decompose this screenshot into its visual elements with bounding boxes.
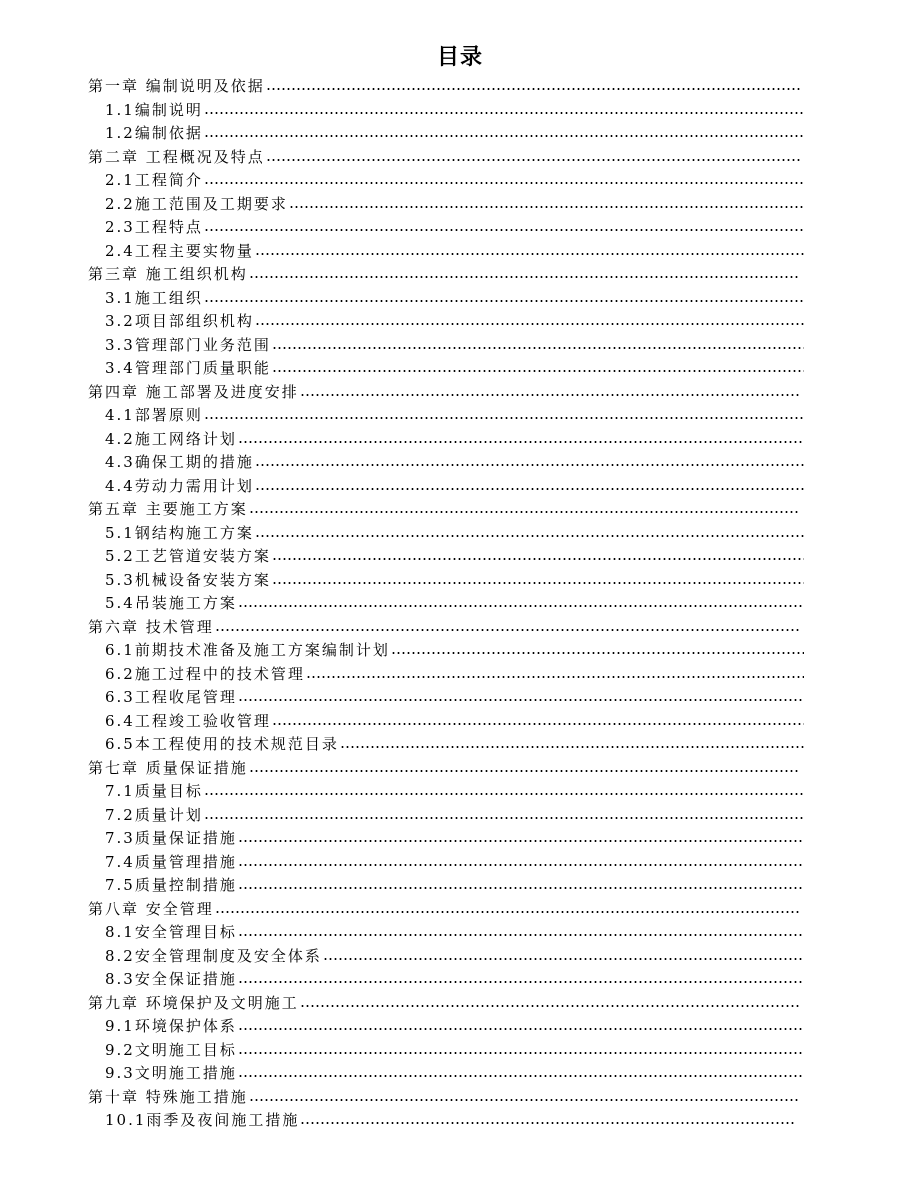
- toc-entry-label: 前期技术准备及施工方案编制计划: [134, 641, 390, 659]
- dot-leader: [340, 746, 804, 748]
- toc-section-entry[interactable]: [0, 287, 920, 311]
- toc-entry-label: 安全管理: [145, 899, 214, 918]
- toc-entry-label: 管理部门质量职能: [134, 359, 271, 377]
- dot-leader: [266, 88, 800, 90]
- toc-entry-label: 施工网络计划: [134, 429, 237, 448]
- toc-entry-text: [105, 193, 288, 217]
- toc-entry-label: 文明施工措施: [134, 1064, 237, 1082]
- toc-entry-number: 9.1: [105, 1017, 135, 1035]
- toc-entry-number: 第一章: [88, 77, 140, 95]
- dot-leader: [272, 558, 804, 560]
- toc-entry-number: 第七章: [88, 758, 140, 777]
- toc-section-entry[interactable]: [0, 169, 920, 193]
- toc-entry-text: [105, 1109, 299, 1133]
- toc-entry-label: 安全管理目标: [134, 923, 237, 941]
- toc-entry-label: 工程竣工验收管理: [134, 711, 271, 730]
- toc-chapter-entry[interactable]: [0, 263, 920, 287]
- toc-section-entry[interactable]: [0, 1039, 920, 1063]
- toc-entry-text: [105, 569, 271, 593]
- toc-entry-text: [105, 968, 237, 992]
- toc-entry-separator: [139, 77, 146, 95]
- toc-entry-label: 部署原则: [134, 406, 203, 424]
- toc-section-entry[interactable]: [0, 1109, 920, 1133]
- dot-leader: [255, 323, 804, 325]
- toc-entry-label: 施工过程中的技术管理: [134, 664, 305, 683]
- toc-chapter-entry[interactable]: [0, 898, 920, 922]
- dot-leader: [204, 229, 804, 231]
- toc-entry-text: [105, 945, 322, 969]
- toc-section-entry[interactable]: [0, 639, 920, 663]
- toc-section-entry[interactable]: [0, 921, 920, 945]
- toc-entry-label: 劳动力需用计划: [134, 476, 254, 495]
- toc-entry-text: [105, 428, 237, 452]
- toc-entry-label: 编制依据: [134, 124, 203, 142]
- toc-entry-label: 质量目标: [134, 782, 203, 800]
- toc-chapter-entry[interactable]: [0, 381, 920, 405]
- toc-entry-text: [88, 381, 299, 405]
- toc-entry-number: 第四章: [88, 382, 140, 401]
- toc-entry-number: 6.2: [105, 664, 135, 683]
- dot-leader: [255, 464, 804, 466]
- dot-leader: [204, 417, 804, 419]
- toc-section-entry[interactable]: [0, 592, 920, 616]
- toc-entry-number: 10.1: [105, 1111, 147, 1129]
- dot-leader: [238, 1075, 804, 1077]
- toc-entry-number: 1.2: [105, 124, 135, 142]
- toc-entry-number: 9.2: [105, 1040, 135, 1059]
- toc-chapter-entry[interactable]: [0, 75, 920, 99]
- toc-entry-text: [105, 804, 203, 828]
- toc-entry-label: 编制说明及依据: [145, 77, 265, 95]
- toc-entry-text: [105, 287, 203, 311]
- toc-entry-number: 6.5: [105, 735, 135, 753]
- toc-entry-label: 项目部组织机构: [134, 312, 254, 330]
- toc-section-entry[interactable]: [0, 945, 920, 969]
- toc-section-entry[interactable]: [0, 310, 920, 334]
- dot-leader: [204, 112, 804, 114]
- toc-entry-text: [105, 592, 237, 616]
- toc-section-entry[interactable]: [0, 569, 920, 593]
- toc-entry-text: [88, 992, 299, 1016]
- toc-section-entry[interactable]: [0, 874, 920, 898]
- dot-leader: [238, 887, 804, 889]
- toc-entry-text: [105, 780, 203, 804]
- toc-entry-number: 8.3: [105, 970, 135, 988]
- toc-entry-number: 7.1: [105, 782, 135, 800]
- toc-chapter-entry[interactable]: [0, 498, 920, 522]
- toc-entry-separator: [139, 500, 146, 518]
- toc-entry-text: [105, 357, 271, 381]
- toc-section-entry[interactable]: [0, 216, 920, 240]
- toc-entry-text: [105, 639, 390, 663]
- toc-entry-text: [105, 921, 237, 945]
- toc-entry-number: 6.4: [105, 711, 135, 730]
- dot-leader: [300, 394, 800, 396]
- toc-entry-number: 5.1: [105, 523, 135, 542]
- toc-entry-text: [105, 334, 271, 358]
- dot-leader: [255, 253, 804, 255]
- dot-leader: [306, 676, 804, 678]
- toc-entry-text: [105, 827, 237, 851]
- toc-entry-label: 确保工期的措施: [134, 453, 254, 471]
- toc-entry-number: 7.5: [105, 876, 135, 894]
- toc-entry-text: [105, 522, 254, 546]
- toc-entry-label: 技术管理: [145, 617, 214, 636]
- toc-entry-label: 环境保护体系: [134, 1017, 237, 1035]
- toc-entry-text: [88, 75, 265, 99]
- toc-section-entry[interactable]: [0, 968, 920, 992]
- toc-entry-text: [105, 475, 254, 499]
- dot-leader: [204, 793, 804, 795]
- toc-entry-number: 3.2: [105, 312, 135, 330]
- toc-entry-number: 4.2: [105, 429, 135, 448]
- toc-chapter-entry[interactable]: [0, 146, 920, 170]
- toc-entry-number: 第五章: [88, 500, 140, 518]
- toc-entry-separator: [139, 994, 146, 1012]
- toc-entry-number: 3.1: [105, 288, 135, 307]
- toc-entry-label: 质量控制措施: [134, 876, 237, 894]
- toc-entry-number: 5.4: [105, 594, 135, 612]
- toc-section-entry[interactable]: [0, 475, 920, 499]
- toc-entry-label: 工程概况及特点: [145, 147, 265, 166]
- toc-section-entry[interactable]: [0, 522, 920, 546]
- table-of-contents: [0, 75, 920, 1133]
- toc-entry-label: 工程特点: [134, 218, 203, 236]
- dot-leader: [238, 840, 804, 842]
- toc-entry-separator: [139, 1088, 146, 1106]
- toc-section-entry[interactable]: [0, 428, 920, 452]
- toc-chapter-entry[interactable]: [0, 757, 920, 781]
- toc-entry-text: [105, 874, 237, 898]
- toc-entry-label: 机械设备安装方案: [134, 570, 271, 589]
- toc-entry-number: 4.1: [105, 406, 135, 424]
- toc-section-entry[interactable]: [0, 240, 920, 264]
- toc-entry-number: 5.2: [105, 547, 135, 565]
- toc-entry-number: 8.2: [105, 946, 135, 965]
- toc-entry-number: 4.4: [105, 476, 135, 495]
- toc-entry-label: 本工程使用的技术规范目录: [134, 735, 339, 753]
- toc-entry-text: [105, 710, 271, 734]
- toc-entry-label: 环境保护及文明施工: [145, 993, 299, 1012]
- toc-entry-text: [105, 122, 203, 146]
- toc-section-entry[interactable]: [0, 1062, 920, 1086]
- toc-entry-number: 第三章: [88, 265, 140, 283]
- dot-leader: [238, 981, 804, 983]
- toc-section-entry[interactable]: [0, 780, 920, 804]
- toc-entry-separator: [139, 759, 146, 777]
- toc-entry-text: [88, 616, 214, 640]
- toc-entry-text: [105, 545, 271, 569]
- dot-leader: [249, 770, 800, 772]
- toc-entry-number: 9.3: [105, 1064, 135, 1082]
- page-title: 目录: [436, 45, 483, 70]
- dot-leader: [272, 370, 804, 372]
- toc-entry-label: 工程主要实物量: [134, 241, 254, 260]
- toc-entry-label: 主要施工方案: [145, 500, 248, 518]
- toc-entry-separator: [139, 900, 146, 918]
- toc-entry-number: 第六章: [88, 617, 140, 636]
- toc-section-entry[interactable]: [0, 334, 920, 358]
- dot-leader: [215, 911, 800, 913]
- toc-entry-text: [88, 757, 248, 781]
- toc-entry-number: 7.3: [105, 829, 135, 847]
- toc-entry-separator: [139, 618, 146, 636]
- dot-leader: [391, 652, 804, 654]
- toc-entry-separator: [139, 383, 146, 401]
- toc-entry-label: 安全管理制度及安全体系: [134, 946, 322, 965]
- toc-entry-number: 2.1: [105, 171, 135, 189]
- toc-section-entry[interactable]: [0, 99, 920, 123]
- toc-entry-text: [105, 240, 254, 264]
- toc-entry-text: [105, 216, 203, 240]
- toc-section-entry[interactable]: [0, 851, 920, 875]
- dot-leader: [249, 1099, 800, 1101]
- dot-leader: [238, 441, 804, 443]
- dot-leader: [238, 699, 804, 701]
- toc-entry-number: 第二章: [88, 147, 140, 166]
- toc-entry-label: 施工部署及进度安排: [145, 382, 299, 401]
- toc-entry-text: [88, 146, 265, 170]
- toc-entry-text: [105, 733, 339, 757]
- toc-chapter-entry[interactable]: [0, 1086, 920, 1110]
- toc-entry-label: 吊装施工方案: [134, 594, 237, 612]
- toc-section-entry[interactable]: [0, 710, 920, 734]
- toc-entry-text: [105, 851, 237, 875]
- toc-section-entry[interactable]: [0, 451, 920, 475]
- toc-entry-number: 2.4: [105, 241, 135, 260]
- toc-entry-number: 2.3: [105, 218, 135, 236]
- dot-leader: [255, 535, 804, 537]
- toc-entry-number: 7.4: [105, 852, 135, 871]
- toc-entry-number: 1.1: [105, 100, 135, 119]
- toc-entry-number: 7.2: [105, 805, 135, 824]
- dot-leader: [238, 1028, 804, 1030]
- dot-leader: [272, 723, 804, 725]
- toc-entry-text: [88, 263, 248, 287]
- dot-leader: [300, 1122, 796, 1124]
- toc-entry-text: [88, 498, 248, 522]
- toc-entry-label: 文明施工目标: [134, 1040, 237, 1059]
- dot-leader: [289, 206, 804, 208]
- dot-leader: [204, 135, 804, 137]
- toc-entry-text: [105, 451, 254, 475]
- toc-chapter-entry[interactable]: [0, 616, 920, 640]
- dot-leader: [300, 1005, 800, 1007]
- toc-entry-text: [105, 1062, 237, 1086]
- toc-entry-label: 施工组织: [134, 288, 203, 307]
- toc-entry-label: 特殊施工措施: [145, 1087, 248, 1106]
- dot-leader: [272, 347, 804, 349]
- toc-section-entry[interactable]: [0, 193, 920, 217]
- toc-section-entry[interactable]: [0, 827, 920, 851]
- toc-entry-text: [105, 1015, 237, 1039]
- toc-entry-text: [88, 1086, 248, 1110]
- toc-entry-number: 6.1: [105, 641, 135, 659]
- toc-entry-number: 第八章: [88, 899, 140, 918]
- toc-entry-label: 安全保证措施: [134, 970, 237, 988]
- toc-section-entry[interactable]: [0, 404, 920, 428]
- toc-entry-number: 第十章: [88, 1087, 140, 1106]
- toc-entry-text: [105, 404, 203, 428]
- dot-leader: [204, 817, 804, 819]
- toc-section-entry[interactable]: [0, 686, 920, 710]
- toc-entry-label: 编制说明: [134, 100, 203, 119]
- toc-entry-text: [105, 1039, 237, 1063]
- toc-entry-separator: [139, 265, 146, 283]
- toc-entry-label: 钢结构施工方案: [134, 523, 254, 542]
- dot-leader: [204, 182, 804, 184]
- dot-leader: [255, 488, 804, 490]
- toc-entry-number: 第九章: [88, 993, 140, 1012]
- toc-section-entry[interactable]: [0, 663, 920, 687]
- dot-leader: [323, 958, 804, 960]
- dot-leader: [249, 276, 800, 278]
- toc-entry-label: 工程简介: [134, 171, 203, 189]
- toc-entry-number: 5.3: [105, 570, 135, 589]
- dot-leader: [238, 934, 804, 936]
- dot-leader: [238, 1052, 804, 1054]
- toc-entry-label: 管理部门业务范围: [134, 335, 271, 354]
- dot-leader: [272, 582, 804, 584]
- toc-section-entry[interactable]: [0, 804, 920, 828]
- dot-leader: [215, 629, 800, 631]
- toc-entry-label: 质量计划: [134, 805, 203, 824]
- toc-entry-label: 施工范围及工期要求: [134, 194, 288, 213]
- dot-leader: [238, 864, 804, 866]
- toc-entry-label: 施工组织机构: [145, 265, 248, 283]
- toc-entry-label: 质量保证措施: [134, 829, 237, 847]
- toc-entry-number: 2.2: [105, 194, 135, 213]
- toc-entry-text: [105, 663, 305, 687]
- toc-section-entry[interactable]: [0, 1015, 920, 1039]
- toc-chapter-entry[interactable]: [0, 992, 920, 1016]
- toc-entry-text: [105, 310, 254, 334]
- toc-section-entry[interactable]: [0, 545, 920, 569]
- toc-entry-number: 3.4: [105, 359, 135, 377]
- toc-entry-text: [105, 686, 237, 710]
- dot-leader: [238, 605, 804, 607]
- toc-section-entry[interactable]: [0, 122, 920, 146]
- toc-entry-label: 质量保证措施: [145, 758, 248, 777]
- toc-entry-text: [88, 898, 214, 922]
- toc-entry-text: [105, 99, 203, 123]
- toc-entry-number: 6.3: [105, 688, 135, 706]
- dot-leader: [266, 159, 800, 161]
- dot-leader: [204, 300, 804, 302]
- toc-entry-label: 工程收尾管理: [134, 688, 237, 706]
- toc-section-entry[interactable]: [0, 357, 920, 381]
- toc-entry-label: 雨季及夜间施工措施: [146, 1111, 300, 1129]
- toc-entry-text: [105, 169, 203, 193]
- toc-entry-label: 质量管理措施: [134, 852, 237, 871]
- toc-section-entry[interactable]: [0, 733, 920, 757]
- toc-entry-number: 8.1: [105, 923, 135, 941]
- toc-entry-separator: [139, 148, 146, 166]
- dot-leader: [249, 511, 800, 513]
- toc-entry-number: 4.3: [105, 453, 135, 471]
- toc-entry-label: 工艺管道安装方案: [134, 547, 271, 565]
- toc-entry-number: 3.3: [105, 335, 135, 354]
